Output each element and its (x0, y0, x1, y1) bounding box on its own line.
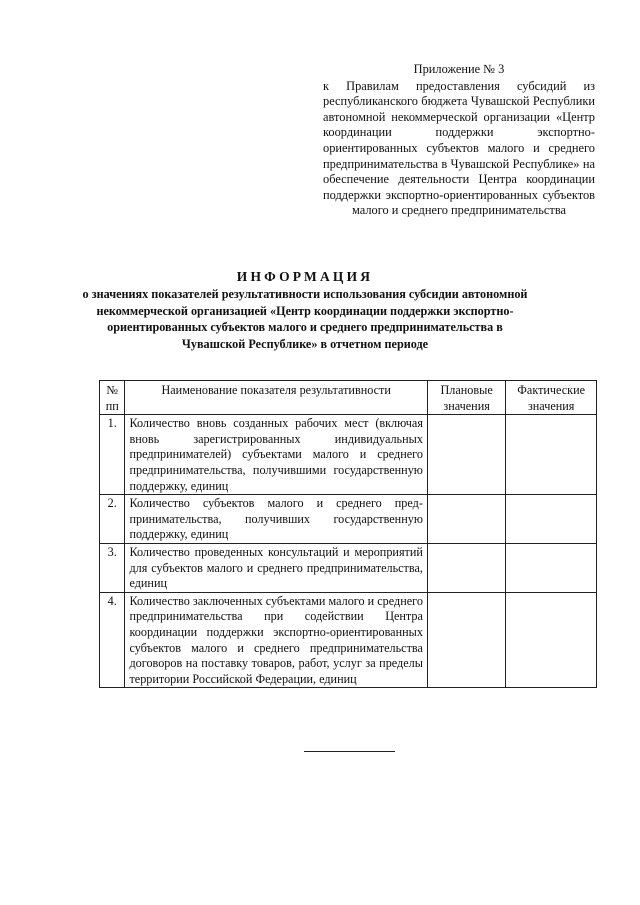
planned-value-cell (427, 592, 505, 688)
document-heading (82, 268, 528, 352)
header-indicator-name: Наименование показателя результативности (125, 381, 427, 415)
appendix-block (323, 62, 595, 219)
header-planned-values: Плановые значения (427, 381, 505, 415)
table-row (100, 592, 597, 688)
appendix-title: Приложение № 3 (413, 62, 505, 76)
actual-value-cell (506, 592, 597, 688)
row-number: 4. (100, 592, 125, 688)
indicator-name: Количество субъектов малого и среднего предпринимательства, получивших государственную поддержку, единиц (125, 495, 427, 544)
document-subtitle: о значениях показателей результативности использования субсидии автономной некоммерческой организацией «Центр координации поддержки экспортно-ориентированных субъектов малого и среднего предпринимательства в Чувашской Республике» в отчетном периоде (82, 287, 528, 351)
row-number: 3. (100, 543, 125, 592)
indicator-name: Количество заключенных субъектами малого и среднего предпринимательства при содействии Центра координации поддержки экспортно-ориентированных субъектов малого и среднего предпринимательства договоров на поставку товаров, работ, услуг за пределы территории Российской Федерации, единиц (125, 592, 427, 688)
planned-value-cell (427, 415, 505, 495)
row-number: 1. (100, 415, 125, 495)
actual-value-cell (506, 495, 597, 544)
planned-value-cell (427, 495, 505, 544)
table-header-row (100, 381, 597, 415)
table-row (100, 543, 597, 592)
table-row (100, 495, 597, 544)
indicators-table (99, 380, 597, 688)
indicator-name: Количество вновь созданных рабочих мест (включая вновь зарегистрированных индивидуальных предпринимателей) субъектами малого и среднего предпринимательства, получившими государственную поддержку, единиц (125, 415, 427, 495)
row-number: 2. (100, 495, 125, 544)
end-divider-line (304, 751, 395, 752)
indicator-name: Количество проведенных консультаций и мероприятий для субъектов малого и среднего предпринимательства, единиц (125, 543, 427, 592)
header-actual-values: Фактические значения (506, 381, 597, 415)
actual-value-cell (506, 415, 597, 495)
document-title: ИНФОРМАЦИЯ (236, 269, 374, 284)
header-number: № пп (100, 381, 125, 415)
table-row (100, 415, 597, 495)
appendix-body: к Правилам предоставления субсидий из республиканского бюджета Чувашской Республики автономной некоммерческой организации «Центр координации поддержки экспортно-ориентированных субъектов малого и среднего предпринимательства в Чувашской Республике» на обеспечение деятельности Центра координации поддержки экспортно-ориентированных субъектов малого и среднего предпринимательства (323, 78, 595, 218)
actual-value-cell (506, 543, 597, 592)
planned-value-cell (427, 543, 505, 592)
